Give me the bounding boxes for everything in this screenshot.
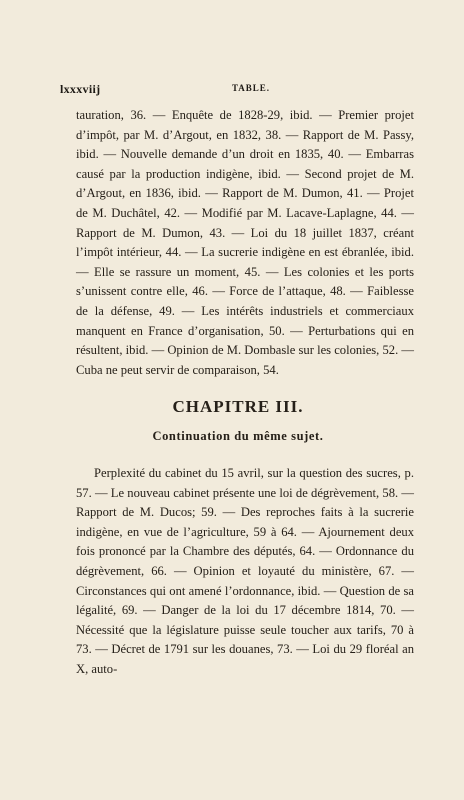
page-header xyxy=(60,82,412,98)
chapter-title: CHAPITRE III. xyxy=(172,397,304,416)
running-title: TABLE. xyxy=(231,83,271,93)
table-entry-continued xyxy=(76,106,414,380)
chapter-paragraph: Perplexité du cabinet du 15 avril, sur la question des sucres, p. 57. — Le nouveau cabinet présente une loi de dégrèvement, 58. — Rapport de M. Ducos; 59. — Des reproches faits à la sucrerie indigène, en vue de l’agriculture, 59 à 64. — Ajournement deux fois prononcé par la Chambre des députés, 64. — Ordonnance du dégrèvement, 66. — Opinion et loyauté du ministère, 67. — Circonstances qui ont amené l’ordonnance, ibid. — Question de sa légalité, 69. — Danger de la loi du 17 décembre 1814, 70. — Nécessité que la législature puisse seule toucher aux tarifs, 70 à 73. — Décret de 1791 sur les douanes, 73. — Loi du 29 floréal an X, auto- xyxy=(76,466,414,676)
table-paragraph: tauration, 36. — Enquête de 1828-29, ibid. — Premier projet d’impôt, par M. d’Argout, en 1832, 38. — Rapport de M. Passy, ibid. — Nouvelle demande d’un droit en 1835, 40. — Embarras causé par la production indigène, ibid. — Second projet de M. d’Argout, en 1836, ibid. — Rapport de M. Dumon, 41. — Projet de M. Duchâtel, 42. — Modifié par M. Lacave-Laplagne, 44. — Rapport de M. Dumon, 43. — Loi du 18 juillet 1837, créant l’impôt intérieur, 44. — La sucrerie indigène en est ébranlée, ibid. — Elle se rassure un moment, 45. — Les colonies et les ports s’unissent contre elle, 46. — Force de l’attaque, 48. — Faiblesse de la défense, 49. — Les intérêts industriels et commerciaux manquent en France d’organisation, 50. — Perturbations qui en résultent, ibid. — Opinion de M. Dombasle sur les colonies, 52. — Cuba ne peut servir de comparaison, 54. xyxy=(76,108,414,377)
chapter-subtitle: Continuation du même sujet. xyxy=(152,429,324,443)
chapter-summary xyxy=(76,464,414,680)
page-number: lxxxviij xyxy=(60,82,101,96)
